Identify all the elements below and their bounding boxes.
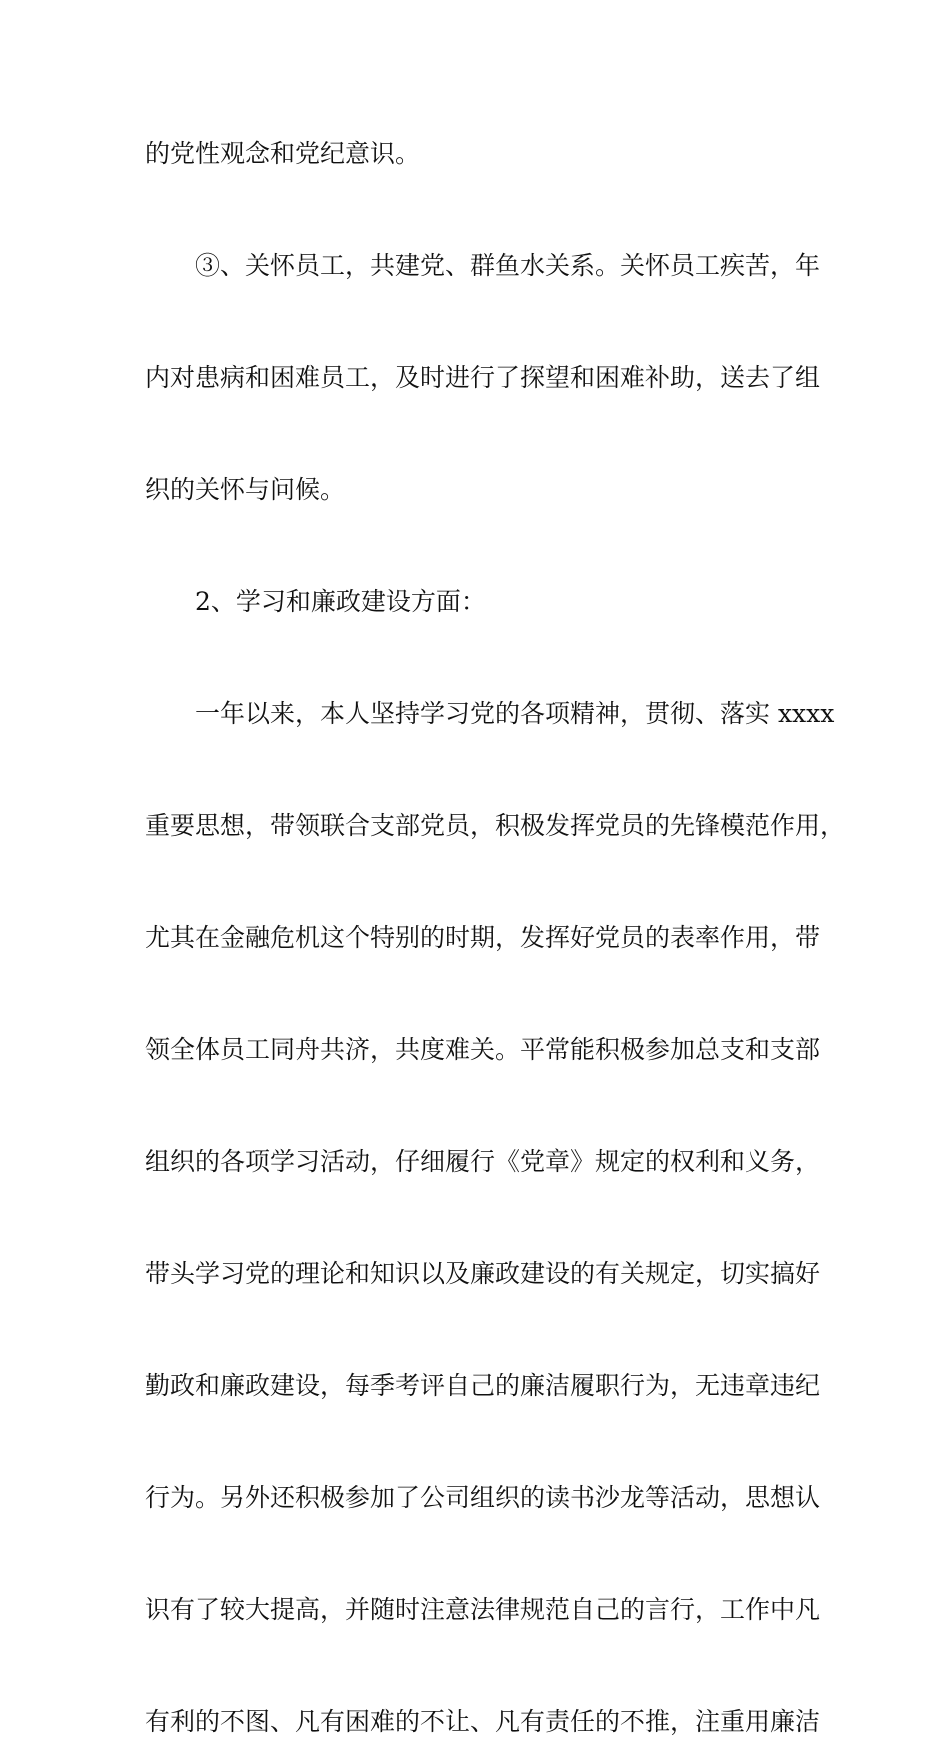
blank-line <box>145 182 815 238</box>
text-line: ③、关怀员工，共建党、群鱼水关系。关怀员工疾苦，年 <box>195 251 821 280</box>
blank-line <box>145 630 815 686</box>
text-line: 一年以来，本人坚持学习党的各项精神，贯彻、落实 xxxx <box>195 699 835 728</box>
body-text <box>145 126 846 1750</box>
text-line: 内对患病和困难员工，及时进行了探望和困难补助，送去了组 <box>145 363 821 392</box>
text-line: 带头学习党的理论和知识以及廉政建设的有关规定，切实搞好 <box>145 1259 821 1288</box>
text-line: 有利的不图、凡有困难的不让、凡有责任的不推，注重用廉洁 <box>145 1707 821 1736</box>
blank-line <box>145 1302 815 1358</box>
text-line: 的党性观念和党纪意识。 <box>145 139 421 168</box>
text-line: 织的关怀与问候。 <box>145 475 346 504</box>
blank-line <box>145 1526 815 1582</box>
blank-line <box>145 1190 815 1246</box>
text-line: 尤其在金融危机这个特别的时期，发挥好党员的表率作用，带 <box>145 923 821 952</box>
text-line: 勤政和廉政建设，每季考评自己的廉洁履职行为，无违章违纪 <box>145 1371 821 1400</box>
text-line: 重要思想，带领联合支部党员，积极发挥党员的先锋模范作用， <box>145 811 846 840</box>
blank-line <box>145 1414 815 1470</box>
text-line: 行为。另外还积极参加了公司组织的读书沙龙等活动，思想认 <box>145 1483 821 1512</box>
blank-line <box>145 854 815 910</box>
text-line: 领全体员工同舟共济，共度难关。平常能积极参加总支和支部 <box>145 1035 821 1064</box>
text-line: 组织的各项学习活动，仔细履行《党章》规定的权利和义务， <box>145 1147 821 1176</box>
blank-line <box>145 406 815 462</box>
blank-line <box>145 742 815 798</box>
blank-line <box>145 518 815 574</box>
blank-line <box>145 1638 815 1694</box>
blank-line <box>145 966 815 1022</box>
text-line: 识有了较大提高，并随时注意法律规范自己的言行，工作中凡 <box>145 1595 821 1624</box>
blank-line <box>145 294 815 350</box>
section-heading: 2、学习和廉政建设方面： <box>195 587 486 616</box>
blank-line <box>145 1078 815 1134</box>
